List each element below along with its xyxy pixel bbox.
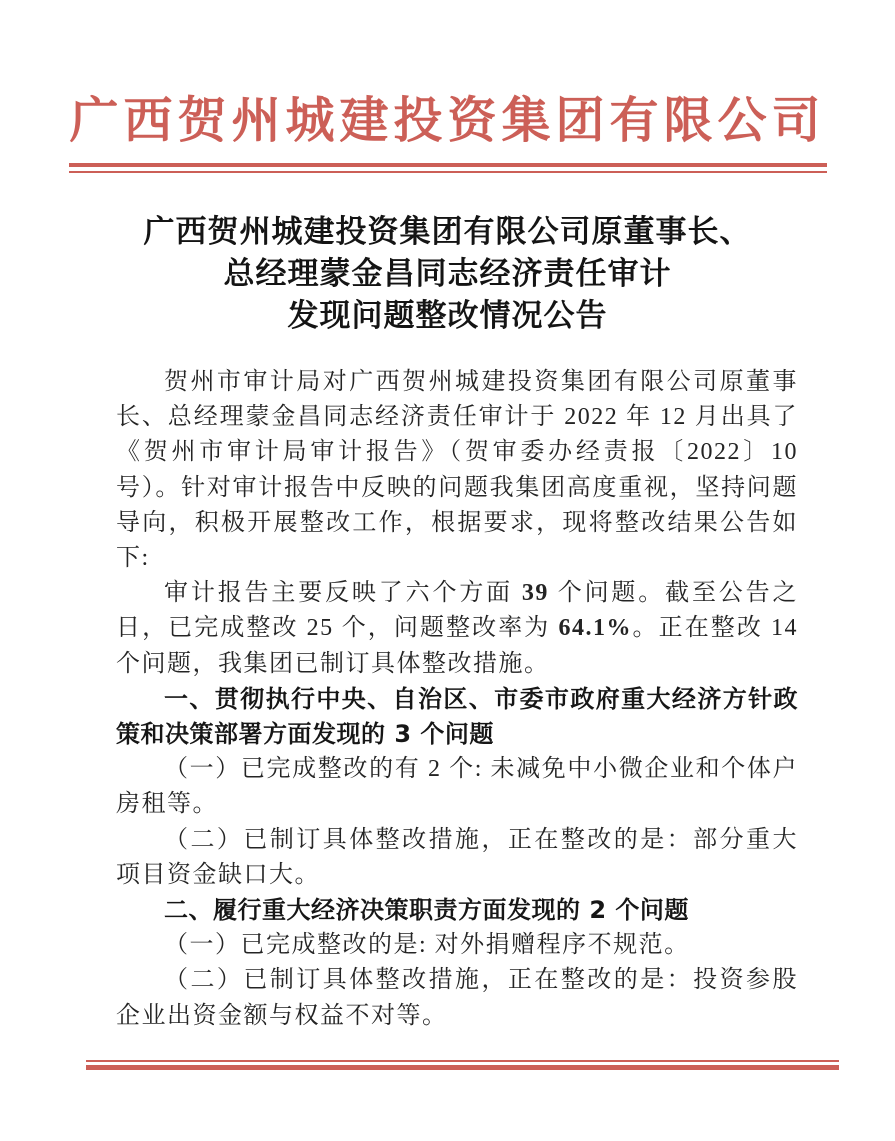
body-paragraph xyxy=(116,752,798,822)
text-run: （一）已完成整改的是: 对外捐赠程序不规范。 xyxy=(164,932,690,959)
body-paragraph xyxy=(116,963,798,1033)
text-run: 个问题。截至公告之日，已完成整改 25 个，问题整改率为 xyxy=(116,580,799,642)
letterhead xyxy=(0,0,895,173)
emphasized-number: 64.1% xyxy=(558,615,632,642)
footer-rule-thick xyxy=(86,1065,839,1070)
document-body xyxy=(116,365,798,1034)
title-line: 总经理蒙金昌同志经济责任审计 xyxy=(223,256,672,292)
letterhead-rules xyxy=(69,163,827,173)
emphasized-number: 39 xyxy=(521,580,549,607)
text-run: （二）已制订具体整改措施，正在整改的是：投资参股企业出资金额与权益不对等。 xyxy=(116,967,798,1029)
section-heading xyxy=(116,893,798,928)
body-paragraph xyxy=(116,365,798,576)
body-paragraph xyxy=(116,823,798,893)
title-line: 发现问题整改情况公告 xyxy=(287,298,608,334)
text-run: （一）已完成整改的有 2 个: 未减免中小微企业和个体户房租等。 xyxy=(116,756,798,818)
text-run: 。正在整改 14 个问题，我集团已制订具体整改措施。 xyxy=(116,615,799,677)
company-name: 广西贺州城建投资集团有限公司 xyxy=(69,93,826,148)
section-heading xyxy=(116,682,798,752)
document-title xyxy=(0,211,895,337)
letterhead-rule-thin xyxy=(69,171,827,173)
body-paragraph xyxy=(116,928,798,963)
text-run: 二、履行重大经济决策职责方面发现的 2 个问题 xyxy=(164,896,689,925)
text-run: （二）已制订具体整改措施，正在整改的是：部分重大项目资金缺口大。 xyxy=(116,826,798,888)
text-run: 贺州市审计局对广西贺州城建投资集团有限公司原董事长、总经理蒙金昌同志经济责任审计于 2022 年 12 月出具了《贺州市审计局审计报告》（贺审委办经责报〔2022〕10 号）。针对审计报告中反映的问题我集团高度重视，坚持问题导向，积极开展整改工作，根据要求，现将整改结果公告如下: xyxy=(116,369,798,572)
body-paragraph xyxy=(116,576,798,682)
title-line: 广西贺州城建投资集团有限公司原董事长、 xyxy=(143,214,752,250)
text-run: 审计报告主要反映了六个方面 xyxy=(164,580,522,607)
text-run: 一、贯彻执行中央、自治区、市委市政府重大经济方针政策和决策部署方面发现的 3 个问题 xyxy=(116,684,798,749)
footer-rules xyxy=(86,1060,839,1070)
